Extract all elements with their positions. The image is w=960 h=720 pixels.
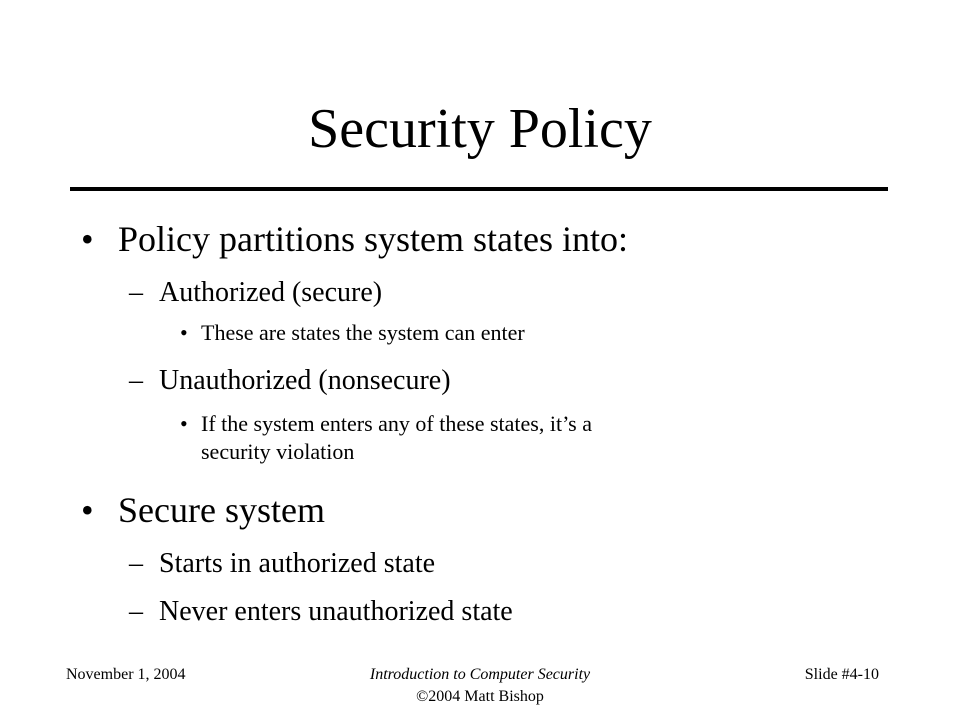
footer-slide-number: Slide #4-10 (804, 666, 879, 683)
bullet-text: Secure system (118, 490, 325, 530)
dash-mark: – (129, 365, 143, 396)
slide-title: Security Policy (308, 98, 652, 160)
footer-course: Introduction to Computer Security (369, 666, 591, 683)
footer-center (330, 664, 630, 708)
sub-item-text: Authorized (secure) (159, 277, 383, 308)
dash-mark: – (129, 596, 143, 627)
sub-item (129, 364, 451, 398)
bullet-mark: • (81, 219, 94, 259)
sub-item (129, 276, 383, 310)
footer-date: November 1, 2004 (66, 666, 186, 683)
sub-sub-item (180, 319, 525, 347)
sub-sub-item-text: These are states the system can enter (201, 320, 525, 345)
sub-sub-item-text: If the system enters any of these states, it’s a (201, 411, 593, 436)
bullet-text: Policy partitions system states into: (118, 219, 628, 259)
bullet-mark: • (180, 320, 188, 345)
sub-item (129, 547, 436, 581)
dash-mark: – (129, 548, 143, 579)
sub-sub-item (180, 410, 593, 438)
sub-item-text: Never enters unauthorized state (159, 596, 513, 627)
sub-item-text: Starts in authorized state (159, 548, 436, 579)
sub-sub-item-continuation (201, 438, 354, 466)
bullet-item (81, 489, 325, 531)
bullet-mark: • (81, 490, 94, 530)
title-underline (70, 187, 888, 191)
sub-item (129, 595, 513, 629)
sub-item-text: Unauthorized (nonsecure) (159, 365, 451, 396)
bullet-item (81, 218, 628, 260)
dash-mark: – (129, 277, 143, 308)
footer-copyright: ©2004 Matt Bishop (416, 688, 544, 705)
bullet-mark: • (180, 411, 188, 436)
sub-sub-item-text: security violation (201, 439, 355, 464)
